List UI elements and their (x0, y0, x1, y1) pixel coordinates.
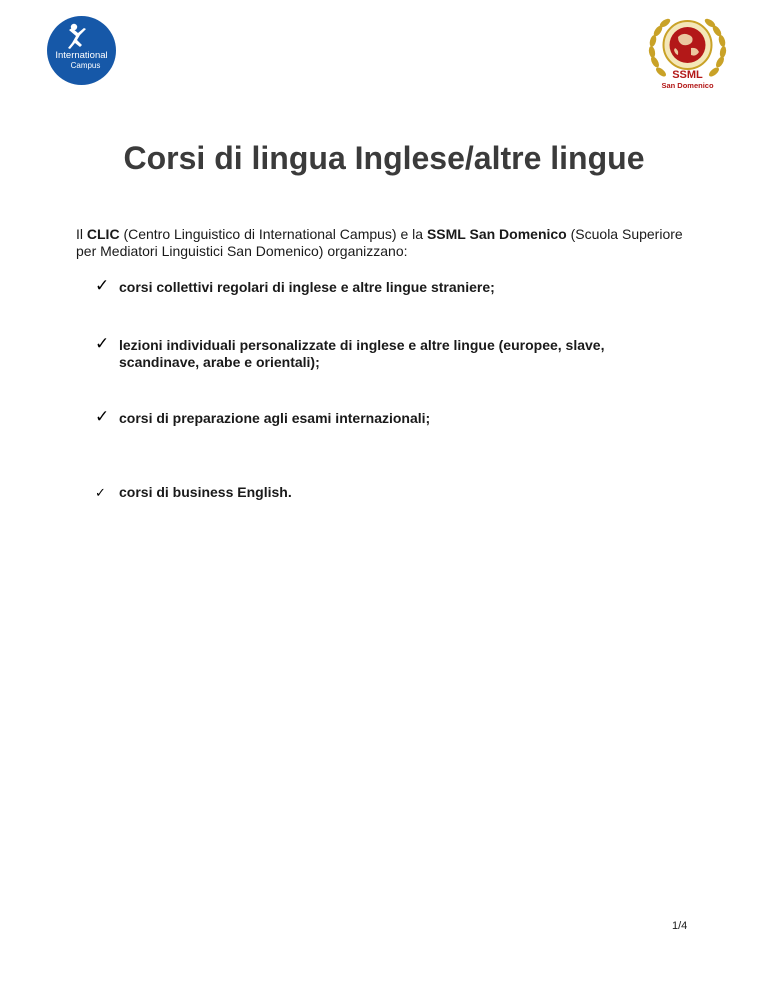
checkmark-icon: ✓ (95, 334, 110, 353)
intro-text-2: (Centro Linguistico di International Campus) e la (119, 226, 427, 242)
checkmark-icon: ✓ (95, 407, 110, 426)
logo-text-line1: International (55, 50, 108, 61)
intro-clic: CLIC (86, 226, 120, 242)
intro-text-1: Il (76, 226, 87, 242)
intro-text-3: (Scuola Superiore per Mediatori Linguistici San Domenico) organizzano: (76, 226, 683, 259)
checkmark-icon: ✓ (95, 276, 110, 295)
ssml-san-domenico-logo (645, 10, 730, 95)
list-item-text: corsi di preparazione agli esami internazionali; (119, 410, 431, 426)
page-title: Corsi di lingua Inglese/altre lingue (123, 140, 645, 176)
intro-paragraph (76, 226, 696, 260)
list-item-text: corsi di business English. (119, 484, 292, 500)
page-number: 1/4 (672, 920, 688, 932)
logo-ssml-text: SSML (672, 69, 703, 81)
checkmark-icon: ✓ (95, 485, 106, 500)
logo-san-domenico-text: San Domenico (661, 81, 714, 90)
logo-text-line2: Campus (70, 61, 101, 70)
international-campus-logo (47, 16, 116, 85)
list-item-text: corsi collettivi regolari di inglese e altre lingue straniere; (119, 279, 495, 295)
list-item-text: lezioni individuali personalizzate di inglese e altre lingue (europee, slave, scandinave, arabe e orientali); (119, 337, 605, 370)
intro-ssml: SSML San Domenico (426, 226, 567, 242)
